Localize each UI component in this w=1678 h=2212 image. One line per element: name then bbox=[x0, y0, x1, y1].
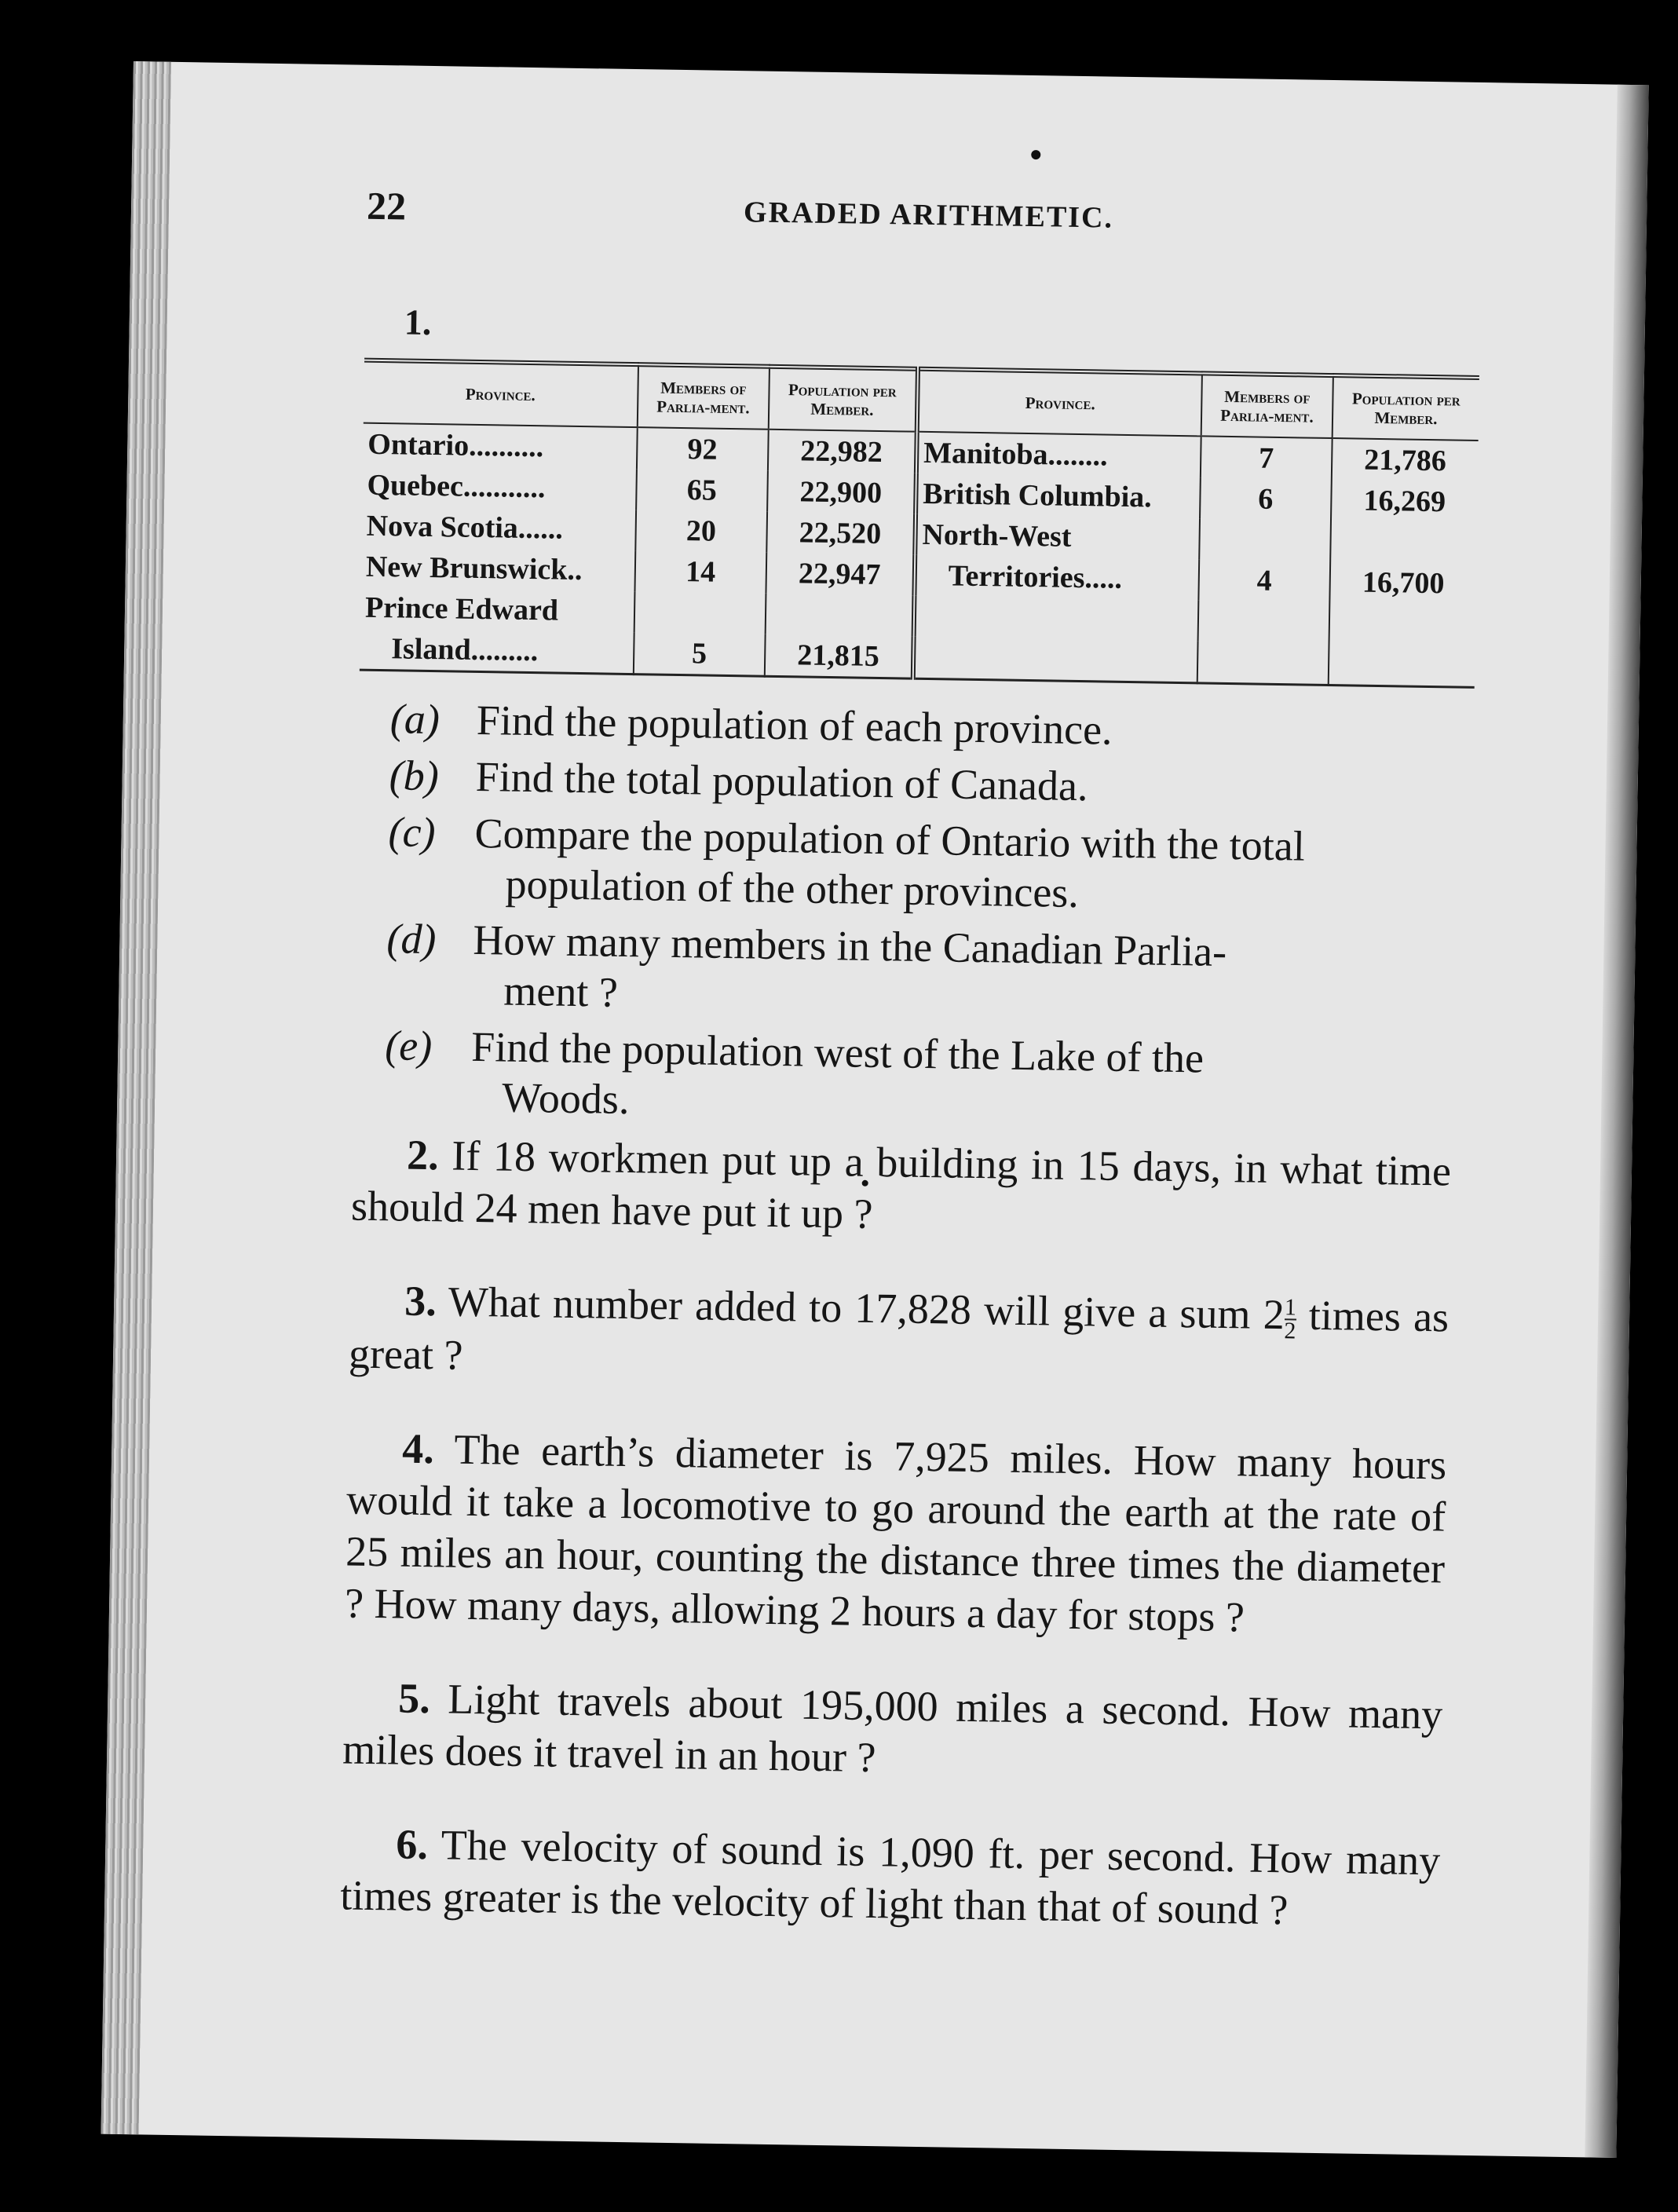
question-text: Find the total population of Canada. bbox=[475, 753, 1088, 810]
empty-cell bbox=[1198, 601, 1330, 644]
running-head bbox=[366, 183, 1592, 272]
empty-cell bbox=[1329, 602, 1475, 645]
members-cell: 14 bbox=[634, 550, 766, 594]
members-cell: 65 bbox=[636, 469, 768, 512]
province-cell: North-West bbox=[915, 514, 1200, 560]
problem-text: The velocity of sound is 1,090 ft. per second. How many times greater is the velocity of light than that of sound ? bbox=[339, 1821, 1441, 1934]
empty-cell bbox=[914, 596, 1199, 642]
column-header-population: Population per Member. bbox=[768, 367, 917, 432]
fraction: $\frac{1}{2}$ bbox=[1284, 1294, 1297, 1344]
question-label: (c) bbox=[388, 808, 437, 857]
problem-number: 6. bbox=[395, 1820, 429, 1869]
members-cell: 20 bbox=[635, 510, 767, 553]
problem-text: What number added to 17,828 will give a sum bbox=[448, 1278, 1252, 1338]
problem-paragraph bbox=[340, 1817, 1441, 1938]
empty-cell bbox=[1329, 643, 1475, 687]
question-list bbox=[353, 693, 1584, 1139]
province-cell: Prince Edward bbox=[364, 591, 559, 627]
question-text: Find the population of each province. bbox=[476, 697, 1113, 754]
province-cell: Quebec........... bbox=[367, 469, 546, 505]
members-cell bbox=[634, 591, 766, 634]
ink-speck bbox=[1031, 150, 1040, 159]
problem-text: The earth’s diameter is 7,925 miles. How many hours would it take a locomotive to go around the earth at the rate of 25 miles an hour, counting the distance three times the diameter ? How many days, allowing 2 hours a day for stops ? bbox=[344, 1425, 1447, 1641]
problem-text: Light travels about 195,000 miles a second. How many miles does it travel in an hour ? bbox=[342, 1675, 1443, 1782]
members-cell: 7 bbox=[1201, 437, 1333, 481]
problem-number: 1. bbox=[404, 302, 432, 342]
column-header-province: Province. bbox=[917, 369, 1202, 437]
column-header-members: Members of Parlia-ment. bbox=[638, 364, 770, 430]
population-cell: 22,520 bbox=[766, 512, 916, 555]
question-label: (b) bbox=[389, 751, 440, 800]
members-cell: 92 bbox=[637, 427, 769, 471]
page-number: 22 bbox=[366, 183, 407, 229]
question-label: (d) bbox=[386, 915, 437, 963]
population-table bbox=[360, 358, 1479, 689]
empty-cell bbox=[913, 637, 1198, 683]
population-cell: 22,947 bbox=[766, 553, 915, 596]
problem-number: 4. bbox=[401, 1424, 435, 1473]
population-cell bbox=[1330, 521, 1477, 564]
population-cell: 21,786 bbox=[1332, 438, 1479, 482]
members-cell: 4 bbox=[1198, 560, 1330, 603]
page-right-edge bbox=[1585, 85, 1648, 2158]
page-title: GRADED ARITHMETIC. bbox=[743, 196, 1114, 235]
book-page bbox=[101, 61, 1649, 2158]
population-cell: 22,982 bbox=[768, 430, 917, 473]
problem-paragraph bbox=[342, 1671, 1443, 1792]
province-cell: Manitoba........ bbox=[916, 432, 1201, 478]
population-cell: 21,815 bbox=[764, 634, 913, 678]
question-text: How many members in the Canadian Parlia- ment ? bbox=[473, 916, 1227, 1017]
problem-number: 5. bbox=[397, 1674, 431, 1723]
question-item bbox=[354, 913, 1581, 1033]
province-cell: Island......... bbox=[390, 632, 539, 668]
question-label: (a) bbox=[389, 695, 441, 744]
question-item bbox=[353, 1020, 1579, 1139]
province-cell: Territories..... bbox=[914, 555, 1199, 601]
mixed-number: 2 $\frac{1}{2}$ bbox=[1263, 1291, 1297, 1344]
province-cell: New Brunswick.. bbox=[365, 550, 583, 587]
members-cell: 5 bbox=[634, 632, 766, 676]
members-cell: 6 bbox=[1200, 478, 1332, 521]
province-cell: Nova Scotia...... bbox=[366, 510, 564, 546]
population-cell: 16,269 bbox=[1331, 480, 1478, 523]
column-header-province: Province. bbox=[364, 360, 638, 428]
question-label: (e) bbox=[384, 1022, 433, 1070]
question-text: Compare the population of Ontario with the total population of the other provinces. bbox=[474, 810, 1306, 917]
problem-text: times as great ? bbox=[348, 1291, 1450, 1379]
population-cell bbox=[765, 594, 914, 637]
problem-text: If 18 workmen put up a building in 15 days, in what time should 24 men have put it up ? bbox=[350, 1132, 1452, 1238]
page-binding-edge bbox=[101, 61, 171, 2134]
members-cell bbox=[1199, 519, 1331, 562]
province-cell: Ontario.......... bbox=[367, 428, 544, 464]
problem-paragraph bbox=[349, 1274, 1450, 1397]
question-text: Find the population west of the Lake of the Woods. bbox=[470, 1023, 1205, 1124]
problem-number: 2. bbox=[406, 1131, 440, 1179]
empty-cell bbox=[1197, 642, 1329, 686]
column-header-members: Members of Parlia-ment. bbox=[1201, 373, 1333, 438]
problem-paragraph bbox=[351, 1128, 1452, 1249]
page-content bbox=[339, 183, 1592, 1983]
province-cell: British Columbia. bbox=[916, 473, 1201, 519]
population-cell: 16,700 bbox=[1329, 561, 1476, 605]
population-cell: 22,900 bbox=[767, 471, 916, 514]
question-item bbox=[356, 806, 1582, 926]
problem-paragraph bbox=[345, 1421, 1447, 1646]
column-header-population: Population per Member. bbox=[1332, 375, 1479, 441]
problem-number: 3. bbox=[404, 1277, 437, 1325]
